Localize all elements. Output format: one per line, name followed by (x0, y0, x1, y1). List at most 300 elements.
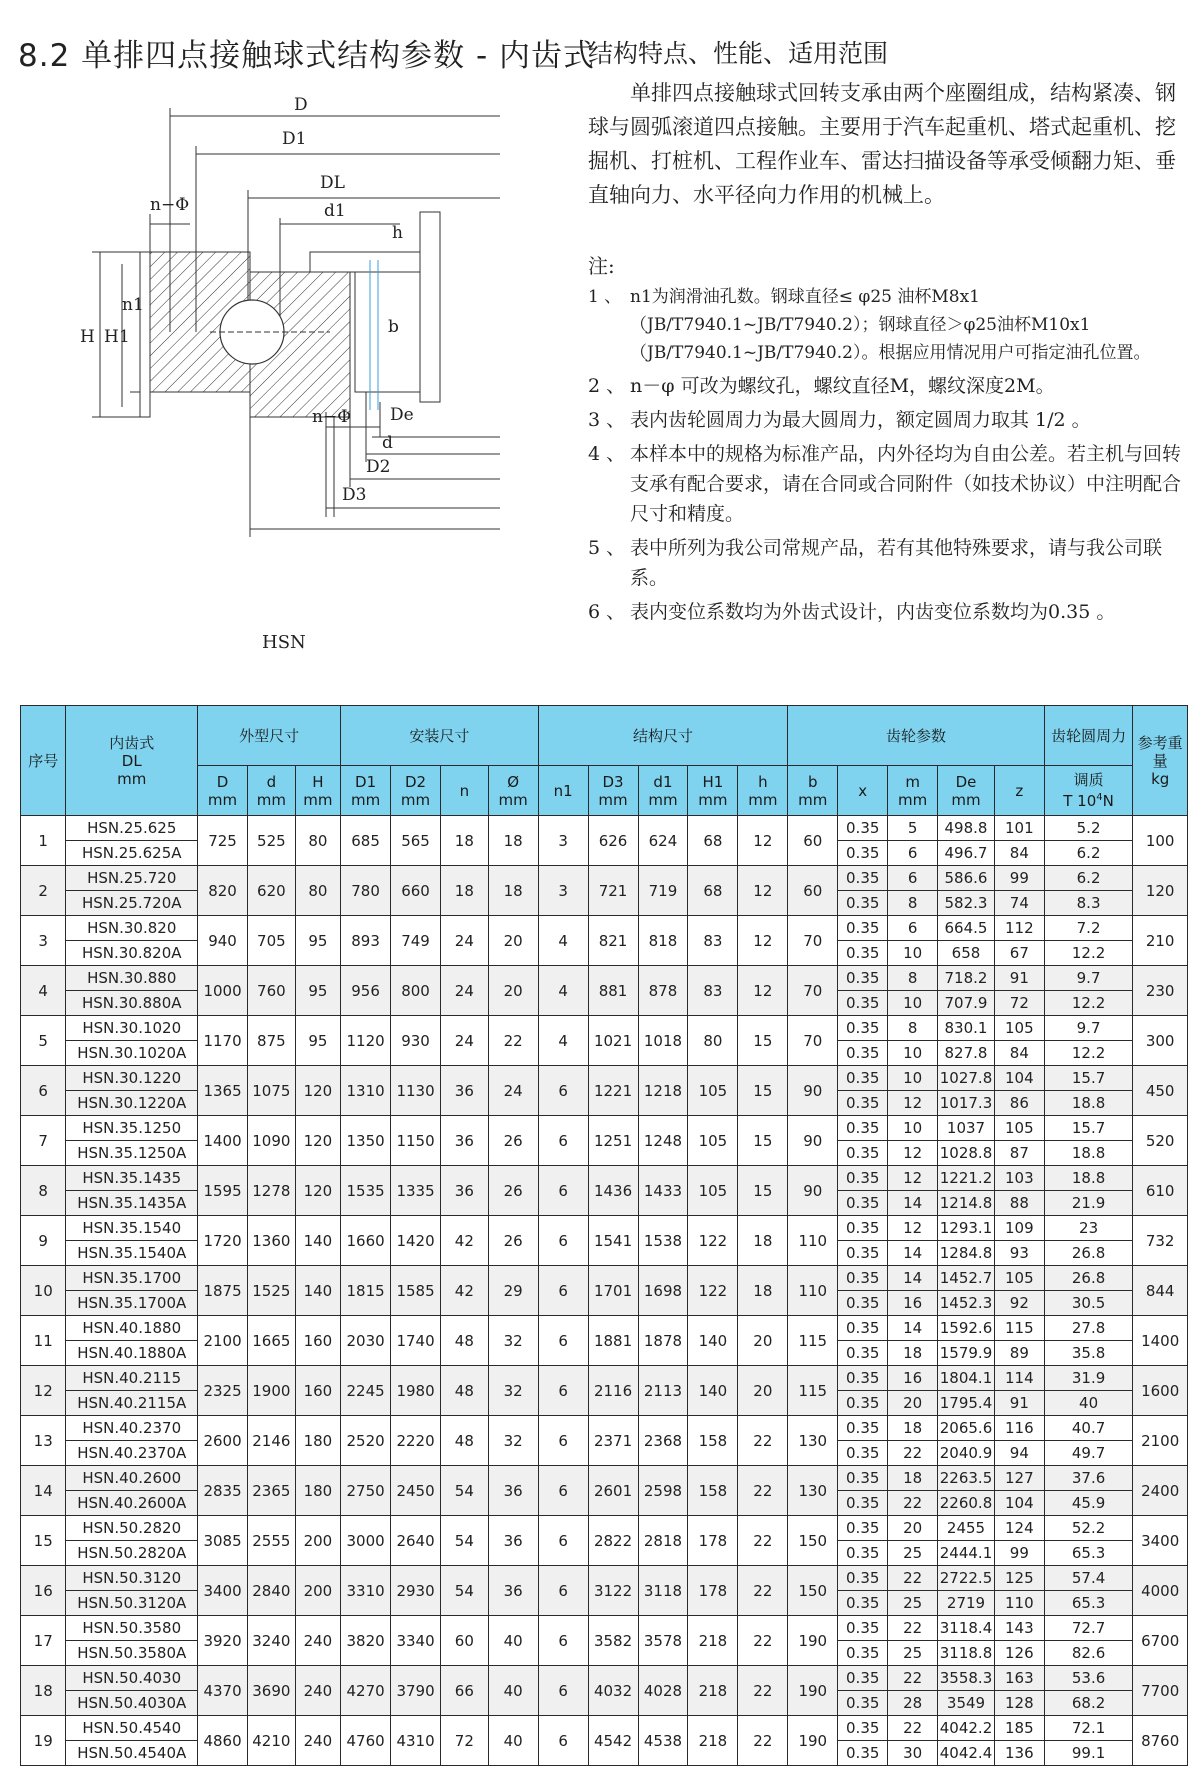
cell-De: 2722.5 (938, 1566, 995, 1591)
cell-d1: 818 (638, 916, 688, 966)
cell-d: 2555 (248, 1516, 296, 1566)
cell-z: 93 (994, 1241, 1044, 1266)
cell-H1: 218 (688, 1716, 738, 1766)
cell-De: 827.8 (938, 1041, 995, 1066)
cell-m: 12 (888, 1166, 938, 1191)
cell-D1: 2245 (341, 1366, 391, 1416)
note-number: 2 、 (588, 375, 626, 397)
cell-model: HSN.40.1880A (66, 1341, 198, 1366)
cell-m: 25 (888, 1641, 938, 1666)
cell-De: 718.2 (938, 966, 995, 991)
cell-d1: 3578 (638, 1616, 688, 1666)
cell-weight: 610 (1133, 1166, 1188, 1216)
dim-label-D3: D3 (342, 485, 367, 505)
cell-F: 7.2 (1044, 916, 1133, 941)
cell-D1: 2750 (341, 1466, 391, 1516)
cell-h: 12 (738, 916, 788, 966)
cell-model: HSN.25.625A (66, 841, 198, 866)
cell-b: 70 (788, 966, 838, 1016)
cell-d: 760 (248, 966, 296, 1016)
cell-x: 0.35 (838, 1216, 888, 1241)
cell-d: 875 (248, 1016, 296, 1066)
cell-H1: 178 (688, 1566, 738, 1616)
cell-D3: 1251 (588, 1116, 638, 1166)
cell-d1: 2598 (638, 1466, 688, 1516)
header-seq: 序号 (21, 706, 66, 816)
cell-seq: 18 (21, 1666, 66, 1716)
cell-weight: 6700 (1133, 1616, 1188, 1666)
column-header: H mm (295, 766, 340, 816)
dim-label-n-phi-top: n−Φ (150, 195, 190, 215)
header-group-struct: 结构尺寸 (538, 706, 788, 766)
cell-F: 23 (1044, 1216, 1133, 1241)
cell-D1: 1535 (341, 1166, 391, 1216)
cell-m: 18 (888, 1341, 938, 1366)
note-text: 表内齿轮圆周力为最大圆周力，额定圆周力取其 1/2 。 (630, 409, 1091, 431)
note-number: 3 、 (588, 409, 626, 431)
column-header: z (994, 766, 1044, 816)
cell-model: HSN.40.2370 (66, 1416, 198, 1441)
cell-m: 25 (888, 1541, 938, 1566)
cell-F: 26.8 (1044, 1266, 1133, 1291)
cell-x: 0.35 (838, 1416, 888, 1441)
cell-F: 72.7 (1044, 1616, 1133, 1641)
cell-b: 190 (788, 1716, 838, 1766)
cell-h: 15 (738, 1166, 788, 1216)
cell-d: 4210 (248, 1716, 296, 1766)
cell-x: 0.35 (838, 1016, 888, 1041)
cell-D3: 1221 (588, 1066, 638, 1116)
cell-D: 3085 (198, 1516, 248, 1566)
cell-D1: 685 (341, 816, 391, 866)
header-model: 内齿式 DL mm (66, 706, 198, 816)
cell-x: 0.35 (838, 1191, 888, 1216)
cell-h: 22 (738, 1566, 788, 1616)
cell-seq: 7 (21, 1116, 66, 1166)
note-item (588, 439, 1193, 529)
cell-x: 0.35 (838, 1441, 888, 1466)
cell-H: 240 (295, 1616, 340, 1666)
cell-model: HSN.40.1880 (66, 1316, 198, 1341)
cell-d1: 3118 (638, 1566, 688, 1616)
cell-n1: 6 (538, 1516, 588, 1566)
cell-n1: 3 (538, 866, 588, 916)
cell-z: 74 (994, 891, 1044, 916)
cell-D: 4370 (198, 1666, 248, 1716)
cell-b: 130 (788, 1466, 838, 1516)
cell-b: 90 (788, 1116, 838, 1166)
cell-weight: 732 (1133, 1216, 1188, 1266)
cell-x: 0.35 (838, 1566, 888, 1591)
table-row (21, 1516, 1188, 1541)
cell-h: 15 (738, 1016, 788, 1066)
cell-x: 0.35 (838, 1691, 888, 1716)
cell-m: 10 (888, 941, 938, 966)
spec-table (20, 705, 1188, 1766)
cell-D2: 1130 (391, 1066, 441, 1116)
cell-n1: 4 (538, 966, 588, 1016)
cell-D2: 2640 (391, 1516, 441, 1566)
cell-De: 1214.8 (938, 1191, 995, 1216)
cell-n1: 6 (538, 1316, 588, 1366)
cell-h: 20 (738, 1366, 788, 1416)
cell-F: 45.9 (1044, 1491, 1133, 1516)
cell-De: 2444.1 (938, 1541, 995, 1566)
cell-De: 498.8 (938, 816, 995, 841)
cell-H1: 140 (688, 1316, 738, 1366)
cell-b: 70 (788, 916, 838, 966)
header-group-force: 齿轮圆周力 (1044, 706, 1133, 766)
cell-d1: 1248 (638, 1116, 688, 1166)
cell-z: 99 (994, 866, 1044, 891)
cell-x: 0.35 (838, 1491, 888, 1516)
intro-paragraph: 单排四点接触球式回转支承由两个座圈组成，结构紧凑、钢球与圆弧滚道四点接触。主要用于汽车起重机、塔式起重机、挖掘机、打桩机、工程作业车、雷达扫描设备等承受倾翻力矩、垂直轴向力、水平径向力作用的机械上。 (588, 81, 1176, 207)
cell-n: 36 (441, 1166, 489, 1216)
cell-D3: 3122 (588, 1566, 638, 1616)
cell-n1: 6 (538, 1166, 588, 1216)
cell-m: 6 (888, 866, 938, 891)
cell-n: 54 (441, 1516, 489, 1566)
cell-z: 103 (994, 1166, 1044, 1191)
cell-phi: 18 (488, 866, 538, 916)
cell-seq: 2 (21, 866, 66, 916)
cell-m: 14 (888, 1241, 938, 1266)
cell-d: 2146 (248, 1416, 296, 1466)
cell-n: 48 (441, 1366, 489, 1416)
cell-H: 80 (295, 866, 340, 916)
page-title: 8.2 单排四点接触球式结构参数 - 内齿式 (18, 38, 596, 74)
dim-label-H: H (80, 327, 95, 347)
cell-D: 3400 (198, 1566, 248, 1616)
cell-m: 5 (888, 816, 938, 841)
cell-m: 22 (888, 1716, 938, 1741)
cell-d1: 719 (638, 866, 688, 916)
cell-m: 8 (888, 1016, 938, 1041)
cell-model: HSN.50.4540A (66, 1741, 198, 1766)
cell-phi: 20 (488, 966, 538, 1016)
cell-D2: 565 (391, 816, 441, 866)
cell-d1: 1018 (638, 1016, 688, 1066)
cell-H1: 218 (688, 1616, 738, 1666)
dim-label-DL: DL (320, 173, 345, 193)
cell-seq: 16 (21, 1566, 66, 1616)
cell-model: HSN.30.880A (66, 991, 198, 1016)
bearing-cross-section-diagram (70, 92, 500, 632)
dim-label-H1: H1 (104, 327, 130, 347)
cell-D2: 2220 (391, 1416, 441, 1466)
cell-phi: 32 (488, 1366, 538, 1416)
cell-b: 115 (788, 1316, 838, 1366)
cell-D1: 1815 (341, 1266, 391, 1316)
dim-label-De: De (390, 405, 414, 425)
cell-d: 1665 (248, 1316, 296, 1366)
cell-phi: 18 (488, 816, 538, 866)
cell-d1: 1698 (638, 1266, 688, 1316)
cell-z: 88 (994, 1191, 1044, 1216)
cell-seq: 9 (21, 1216, 66, 1266)
cell-m: 8 (888, 891, 938, 916)
cell-De: 2719 (938, 1591, 995, 1616)
cell-z: 109 (994, 1216, 1044, 1241)
cell-D3: 2822 (588, 1516, 638, 1566)
cell-F: 82.6 (1044, 1641, 1133, 1666)
cell-n1: 6 (538, 1216, 588, 1266)
cell-m: 22 (888, 1491, 938, 1516)
cell-model: HSN.30.1220A (66, 1091, 198, 1116)
cell-z: 89 (994, 1341, 1044, 1366)
cell-H1: 80 (688, 1016, 738, 1066)
cell-phi: 32 (488, 1416, 538, 1466)
cell-z: 110 (994, 1591, 1044, 1616)
cell-d: 3690 (248, 1666, 296, 1716)
cell-z: 114 (994, 1366, 1044, 1391)
cell-model: HSN.30.1020 (66, 1016, 198, 1041)
cell-z: 91 (994, 1391, 1044, 1416)
dim-label-d1: d1 (324, 201, 346, 221)
cell-D: 1595 (198, 1166, 248, 1216)
cell-z: 99 (994, 1541, 1044, 1566)
cell-seq: 6 (21, 1066, 66, 1116)
column-header: Ø mm (488, 766, 538, 816)
cell-F: 5.2 (1044, 816, 1133, 841)
note-number: 5 、 (588, 537, 626, 559)
cell-seq: 15 (21, 1516, 66, 1566)
cell-b: 110 (788, 1216, 838, 1266)
cell-z: 163 (994, 1666, 1044, 1691)
cell-F: 8.3 (1044, 891, 1133, 916)
cell-D2: 3790 (391, 1666, 441, 1716)
cell-z: 116 (994, 1416, 1044, 1441)
cell-D: 2325 (198, 1366, 248, 1416)
cell-model: HSN.25.720 (66, 866, 198, 891)
cell-x: 0.35 (838, 991, 888, 1016)
cell-model: HSN.25.625 (66, 816, 198, 841)
cell-F: 68.2 (1044, 1691, 1133, 1716)
cell-n1: 4 (538, 1016, 588, 1066)
cell-H: 140 (295, 1266, 340, 1316)
cell-De: 4042.4 (938, 1741, 995, 1766)
cell-F: 15.7 (1044, 1066, 1133, 1091)
cell-H: 160 (295, 1316, 340, 1366)
cell-model: HSN.30.820A (66, 941, 198, 966)
cell-z: 84 (994, 1041, 1044, 1066)
cell-D2: 1335 (391, 1166, 441, 1216)
cell-H: 200 (295, 1566, 340, 1616)
cell-F: 99.1 (1044, 1741, 1133, 1766)
cell-d1: 1433 (638, 1166, 688, 1216)
cell-D2: 1420 (391, 1216, 441, 1266)
cell-x: 0.35 (838, 1391, 888, 1416)
cell-z: 87 (994, 1141, 1044, 1166)
cell-n: 54 (441, 1466, 489, 1516)
cell-d1: 2818 (638, 1516, 688, 1566)
note-item (588, 405, 1193, 435)
cell-D3: 2116 (588, 1366, 638, 1416)
cell-x: 0.35 (838, 1041, 888, 1066)
cell-De: 582.3 (938, 891, 995, 916)
cell-n1: 4 (538, 916, 588, 966)
cell-F: 9.7 (1044, 966, 1133, 991)
cell-x: 0.35 (838, 941, 888, 966)
cell-m: 22 (888, 1666, 938, 1691)
cell-F: 12.2 (1044, 1041, 1133, 1066)
cell-z: 91 (994, 966, 1044, 991)
cell-n: 24 (441, 966, 489, 1016)
cell-n1: 3 (538, 816, 588, 866)
cell-x: 0.35 (838, 1591, 888, 1616)
cell-F: 35.8 (1044, 1341, 1133, 1366)
header-group-gear: 齿轮参数 (788, 706, 1045, 766)
cell-m: 18 (888, 1466, 938, 1491)
cell-F: 31.9 (1044, 1366, 1133, 1391)
note-number: 6 、 (588, 601, 626, 623)
cell-D1: 893 (341, 916, 391, 966)
cell-H: 95 (295, 916, 340, 966)
cell-h: 15 (738, 1066, 788, 1116)
cell-H1: 83 (688, 916, 738, 966)
cell-h: 18 (738, 1266, 788, 1316)
cell-model: HSN.35.1700A (66, 1291, 198, 1316)
cell-model: HSN.30.1220 (66, 1066, 198, 1091)
cell-F: 18.8 (1044, 1141, 1133, 1166)
cell-m: 14 (888, 1316, 938, 1341)
cell-phi: 24 (488, 1066, 538, 1116)
cell-weight: 210 (1133, 916, 1188, 966)
cell-z: 125 (994, 1566, 1044, 1591)
table-row (21, 1416, 1188, 1441)
cell-D3: 3582 (588, 1616, 638, 1666)
cell-De: 2040.9 (938, 1441, 995, 1466)
cell-model: HSN.25.720A (66, 891, 198, 916)
cell-b: 190 (788, 1616, 838, 1666)
column-header: x (838, 766, 888, 816)
cell-d: 2840 (248, 1566, 296, 1616)
note-number: 1 、 (588, 287, 622, 307)
cell-x: 0.35 (838, 1141, 888, 1166)
cell-model: HSN.40.2600 (66, 1466, 198, 1491)
cell-De: 658 (938, 941, 995, 966)
cell-De: 3558.3 (938, 1666, 995, 1691)
cell-z: 94 (994, 1441, 1044, 1466)
cell-h: 12 (738, 866, 788, 916)
cell-x: 0.35 (838, 1641, 888, 1666)
cell-h: 20 (738, 1316, 788, 1366)
column-header: d1 mm (638, 766, 688, 816)
cell-D1: 956 (341, 966, 391, 1016)
cell-seq: 3 (21, 916, 66, 966)
cell-n: 36 (441, 1116, 489, 1166)
cell-D1: 1310 (341, 1066, 391, 1116)
cell-weight: 230 (1133, 966, 1188, 1016)
cell-x: 0.35 (838, 1516, 888, 1541)
cell-D2: 2450 (391, 1466, 441, 1516)
cell-x: 0.35 (838, 1541, 888, 1566)
dim-label-D: D (294, 95, 308, 115)
cell-H1: 122 (688, 1216, 738, 1266)
table-row (21, 1466, 1188, 1491)
cell-x: 0.35 (838, 1166, 888, 1191)
cell-F: 18.8 (1044, 1091, 1133, 1116)
cell-D2: 660 (391, 866, 441, 916)
cell-d: 1900 (248, 1366, 296, 1416)
cell-d1: 4028 (638, 1666, 688, 1716)
table-row (21, 1216, 1188, 1241)
cell-H1: 105 (688, 1066, 738, 1116)
cell-d1: 878 (638, 966, 688, 1016)
cell-D: 4860 (198, 1716, 248, 1766)
cell-b: 110 (788, 1266, 838, 1316)
cell-z: 112 (994, 916, 1044, 941)
cell-F: 65.3 (1044, 1591, 1133, 1616)
cell-phi: 40 (488, 1666, 538, 1716)
cell-d: 620 (248, 866, 296, 916)
cell-b: 115 (788, 1366, 838, 1416)
cell-De: 1795.4 (938, 1391, 995, 1416)
cell-m: 16 (888, 1366, 938, 1391)
cell-model: HSN.35.1250A (66, 1141, 198, 1166)
cell-D3: 2601 (588, 1466, 638, 1516)
cell-x: 0.35 (838, 1091, 888, 1116)
cell-weight: 100 (1133, 816, 1188, 866)
cell-x: 0.35 (838, 1366, 888, 1391)
cell-z: 127 (994, 1466, 1044, 1491)
cell-phi: 26 (488, 1116, 538, 1166)
cell-x: 0.35 (838, 1741, 888, 1766)
note-item (588, 371, 1193, 401)
cell-De: 2263.5 (938, 1466, 995, 1491)
cell-n1: 6 (538, 1116, 588, 1166)
cell-m: 12 (888, 1141, 938, 1166)
cell-phi: 26 (488, 1166, 538, 1216)
cell-H1: 122 (688, 1266, 738, 1316)
cell-d: 1075 (248, 1066, 296, 1116)
cell-D3: 881 (588, 966, 638, 1016)
cell-F: 6.2 (1044, 866, 1133, 891)
cell-model: HSN.30.880 (66, 966, 198, 991)
cell-n: 42 (441, 1216, 489, 1266)
cell-z: 126 (994, 1641, 1044, 1666)
note-text: 表内变位系数均为外齿式设计，内齿变位系数均为0.35 。 (630, 601, 1116, 623)
cell-D1: 1350 (341, 1116, 391, 1166)
cell-D1: 1660 (341, 1216, 391, 1266)
cell-D: 3920 (198, 1616, 248, 1666)
cell-model: HSN.40.2115A (66, 1391, 198, 1416)
cell-H: 80 (295, 816, 340, 866)
table-row (21, 1116, 1188, 1141)
cell-H: 95 (295, 1016, 340, 1066)
cell-z: 124 (994, 1516, 1044, 1541)
cell-x: 0.35 (838, 841, 888, 866)
cell-H: 160 (295, 1366, 340, 1416)
cell-F: 30.5 (1044, 1291, 1133, 1316)
cell-weight: 2100 (1133, 1416, 1188, 1466)
cell-n: 18 (441, 866, 489, 916)
cell-n: 48 (441, 1416, 489, 1466)
cell-De: 1293.1 (938, 1216, 995, 1241)
cell-n1: 6 (538, 1616, 588, 1666)
cell-F: 12.2 (1044, 941, 1133, 966)
cell-m: 14 (888, 1191, 938, 1216)
cell-n: 42 (441, 1266, 489, 1316)
cell-D1: 3820 (341, 1616, 391, 1666)
cell-H: 180 (295, 1416, 340, 1466)
cell-h: 22 (738, 1716, 788, 1766)
cell-b: 130 (788, 1416, 838, 1466)
cell-z: 84 (994, 841, 1044, 866)
cell-h: 12 (738, 966, 788, 1016)
notes-heading: 注: (588, 254, 615, 278)
dim-label-d: d (382, 433, 393, 453)
